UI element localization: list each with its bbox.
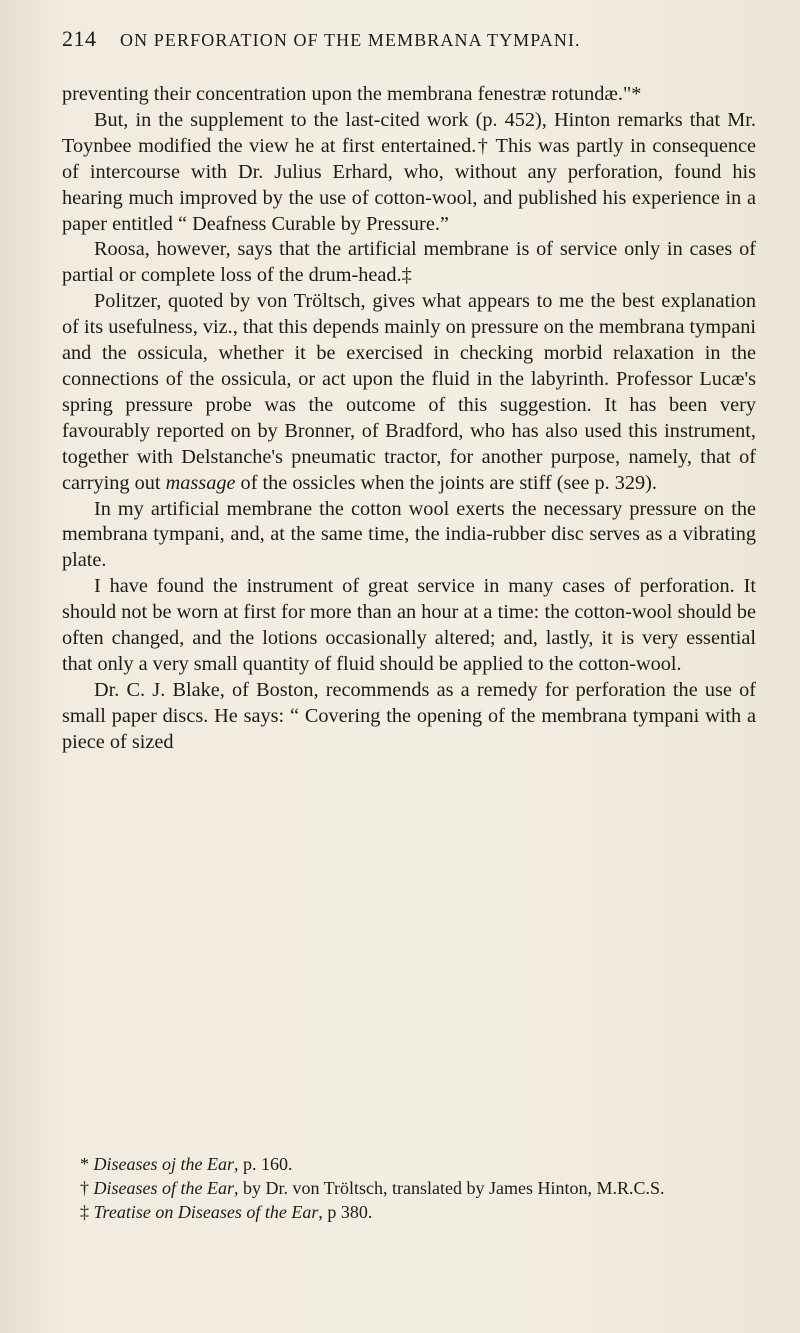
paragraph-roosa: Roosa, however, says that the artificial membrane is of service only in cases of partial or complete loss of the drum-head.‡ bbox=[62, 238, 756, 287]
massage-term: massage bbox=[165, 471, 236, 494]
footnote-text: , p 380. bbox=[318, 1202, 373, 1222]
footnote-title: Diseases oj the Ear bbox=[93, 1154, 234, 1174]
footnote-text: , by Dr. von Tröltsch, translated by James Hinton, M.R.C.S. bbox=[233, 1178, 665, 1198]
body-text bbox=[62, 82, 756, 756]
paragraph-continued: preventing their concentration upon the membrana fenestræ rotundæ."* bbox=[62, 83, 642, 105]
footnote-title: Diseases of the Ear bbox=[93, 1178, 234, 1198]
footnote-text: , p. 160. bbox=[233, 1154, 293, 1174]
footnote-3 bbox=[62, 1200, 756, 1224]
politzer-text: Politzer, quoted by von Tröltsch, gives what appears to me the best explanation of its usefulness, viz., that this depends mainly on pressure on the membrana tympani and the ossicula, whether it be exercised in checking morbid relaxation in the connections of the ossicula, or act upon the fluid in the labyrinth. Professor Lucæ's spring pressure probe was the outcome of this suggestion. It has been very favourably reported on by Bronner, of Bradford, who has also used this instrument, together with Delstanche's pneumatic tractor, for another purpose, namely, that of carrying out bbox=[62, 290, 756, 494]
footnote-mark: † bbox=[80, 1178, 94, 1198]
paragraph-instrument: I have found the instrument of great service in many cases of perforation. It should not be worn at first for more than an hour at a time: the cotton-wool should be often changed, and the lotions occasionally altered; and, lastly, it is very essential that only a very small quantity of fluid should be applied to the cotton-wool. bbox=[62, 575, 756, 675]
paragraph-artificial-membrane: In my artificial membrane the cotton wool exerts the necessary pressure on the membrana tympani, and, at the same time, the india-rubber disc serves as a vibrating plate. bbox=[62, 497, 756, 572]
paragraph-politzer bbox=[62, 289, 756, 496]
footnote-2 bbox=[62, 1176, 756, 1200]
footnote-mark: * bbox=[80, 1154, 94, 1174]
footnotes bbox=[62, 1152, 756, 1224]
footnote-1 bbox=[62, 1152, 756, 1176]
paragraph-blake: Dr. C. J. Blake, of Boston, recommends as a remedy for perforation the use of small paper discs. He says: “ Covering the opening of the membrana tympani with a piece of sized bbox=[62, 678, 756, 753]
running-header bbox=[62, 26, 756, 60]
footnote-mark: ‡ bbox=[80, 1202, 94, 1222]
page-number: 214 bbox=[62, 26, 97, 51]
paragraph-hinton: But, in the supplement to the last-cited work (p. 452), Hinton remarks that Mr. Toynbee modified the view he at first entertained.† This was partly in consequence of intercourse with Dr. Julius Erhard, who, without any perforation, found his hearing much improved by the use of cotton-wool, and published his experience in a paper entitled “ Deafness Curable by Pressure.” bbox=[62, 108, 756, 235]
politzer-text-end: of the ossicles when the joints are stiff (see p. 329). bbox=[235, 471, 657, 494]
footnote-title: Treatise on Diseases of the Ear bbox=[93, 1202, 319, 1222]
running-title: ON PERFORATION OF THE MEMBRANA TYMPANI. bbox=[120, 30, 581, 50]
